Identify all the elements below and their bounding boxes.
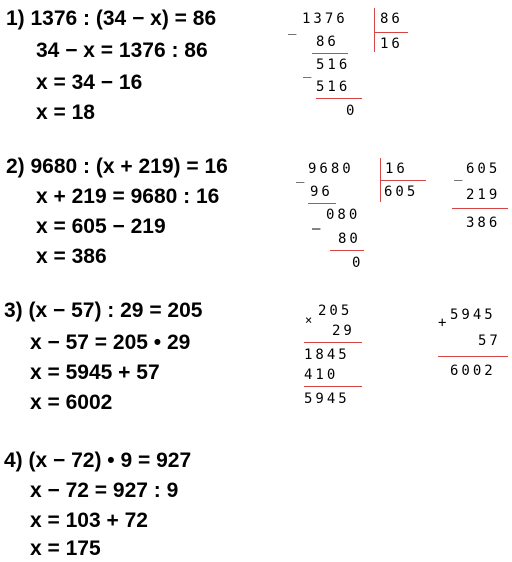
p3-mul-rule-2 xyxy=(304,386,362,387)
p2-step-3: x = 605 − 219 xyxy=(36,215,166,238)
p2-step-4: x = 386 xyxy=(36,245,107,268)
p3-mul-result: 5945 xyxy=(304,391,350,407)
p1-quotient: 16 xyxy=(380,36,403,52)
p1-subtrahend-1: 86 xyxy=(316,34,339,50)
p1-minus-sign-1: _ xyxy=(288,19,297,35)
p3-times-sign: × xyxy=(305,313,313,327)
p1-rule-1 xyxy=(312,53,348,54)
p2-minus-sign-1: _ xyxy=(296,167,305,183)
p2-rule-2 xyxy=(330,250,364,251)
p2-remainder-1: 080 xyxy=(326,207,361,223)
p4-step-1: 4) (x − 72) • 9 = 927 xyxy=(4,449,192,472)
p4-step-3: x = 103 + 72 xyxy=(30,509,148,532)
p2-divisor: 16 xyxy=(385,161,408,177)
p1-step-2: 34 − x = 1376 : 86 xyxy=(36,39,208,62)
p3-step-3: x = 5945 + 57 xyxy=(30,361,160,384)
p2-subtrahend-1: 96 xyxy=(310,184,333,200)
p2-division-bar-horizontal xyxy=(380,180,426,181)
p1-step-3: x = 34 − 16 xyxy=(36,71,143,94)
p3-add-rule xyxy=(438,356,508,357)
p1-dividend: 1376 xyxy=(302,11,348,27)
p3-mul-partial-2: 410 xyxy=(304,367,339,383)
p2-sub-result: 386 xyxy=(466,215,501,231)
p2-remainder-2: 0 xyxy=(352,255,364,271)
p4-step-4: x = 175 xyxy=(30,537,101,560)
p1-step-4: x = 18 xyxy=(36,101,95,124)
p3-plus-sign: + xyxy=(438,315,447,331)
p2-sub-rule xyxy=(452,208,508,209)
p4-step-2: x − 72 = 927 : 9 xyxy=(30,479,179,502)
p3-add-result: 6002 xyxy=(450,363,496,379)
p2-sub-minuend: 605 xyxy=(466,161,501,177)
p2-minus-sign-2: — xyxy=(312,221,321,237)
p3-step-4: x = 6002 xyxy=(30,391,113,414)
p3-step-1: 3) (x − 57) : 29 = 205 xyxy=(4,299,203,322)
p2-rule-1 xyxy=(308,203,336,204)
p3-mul-factor-1: 205 xyxy=(318,303,353,319)
p1-subtrahend-2: 516 xyxy=(316,79,351,95)
p3-add-term-2: 57 xyxy=(478,333,501,349)
p1-remainder-1: 516 xyxy=(316,57,351,73)
p1-remainder-2: 0 xyxy=(346,103,358,119)
p2-subtrahend-2: 80 xyxy=(338,231,361,247)
p3-mul-partial-1: 1845 xyxy=(304,347,350,363)
p2-step-2: x + 219 = 9680 : 16 xyxy=(36,185,220,208)
p1-divisor: 86 xyxy=(380,11,403,27)
p1-minus-sign-2: _ xyxy=(303,62,312,78)
p1-rule-2 xyxy=(316,98,362,99)
p3-step-2: x − 57 = 205 • 29 xyxy=(30,331,191,354)
p1-division-bar-horizontal xyxy=(374,32,408,33)
p2-quotient: 605 xyxy=(384,184,419,200)
p2-dividend: 9680 xyxy=(308,161,354,177)
p3-mul-factor-2: 29 xyxy=(332,323,355,339)
p2-sub-subtrahend: 219 xyxy=(466,187,501,203)
p3-add-term-1: 5945 xyxy=(450,307,496,323)
p1-step-1: 1) 1376 : (34 − x) = 86 xyxy=(6,7,217,30)
p1-division-bar-vertical xyxy=(374,8,375,52)
p2-sub-minus-sign: _ xyxy=(454,165,463,181)
p2-step-1: 2) 9680 : (x + 219) = 16 xyxy=(6,155,228,178)
p3-mul-rule-1 xyxy=(304,342,362,343)
